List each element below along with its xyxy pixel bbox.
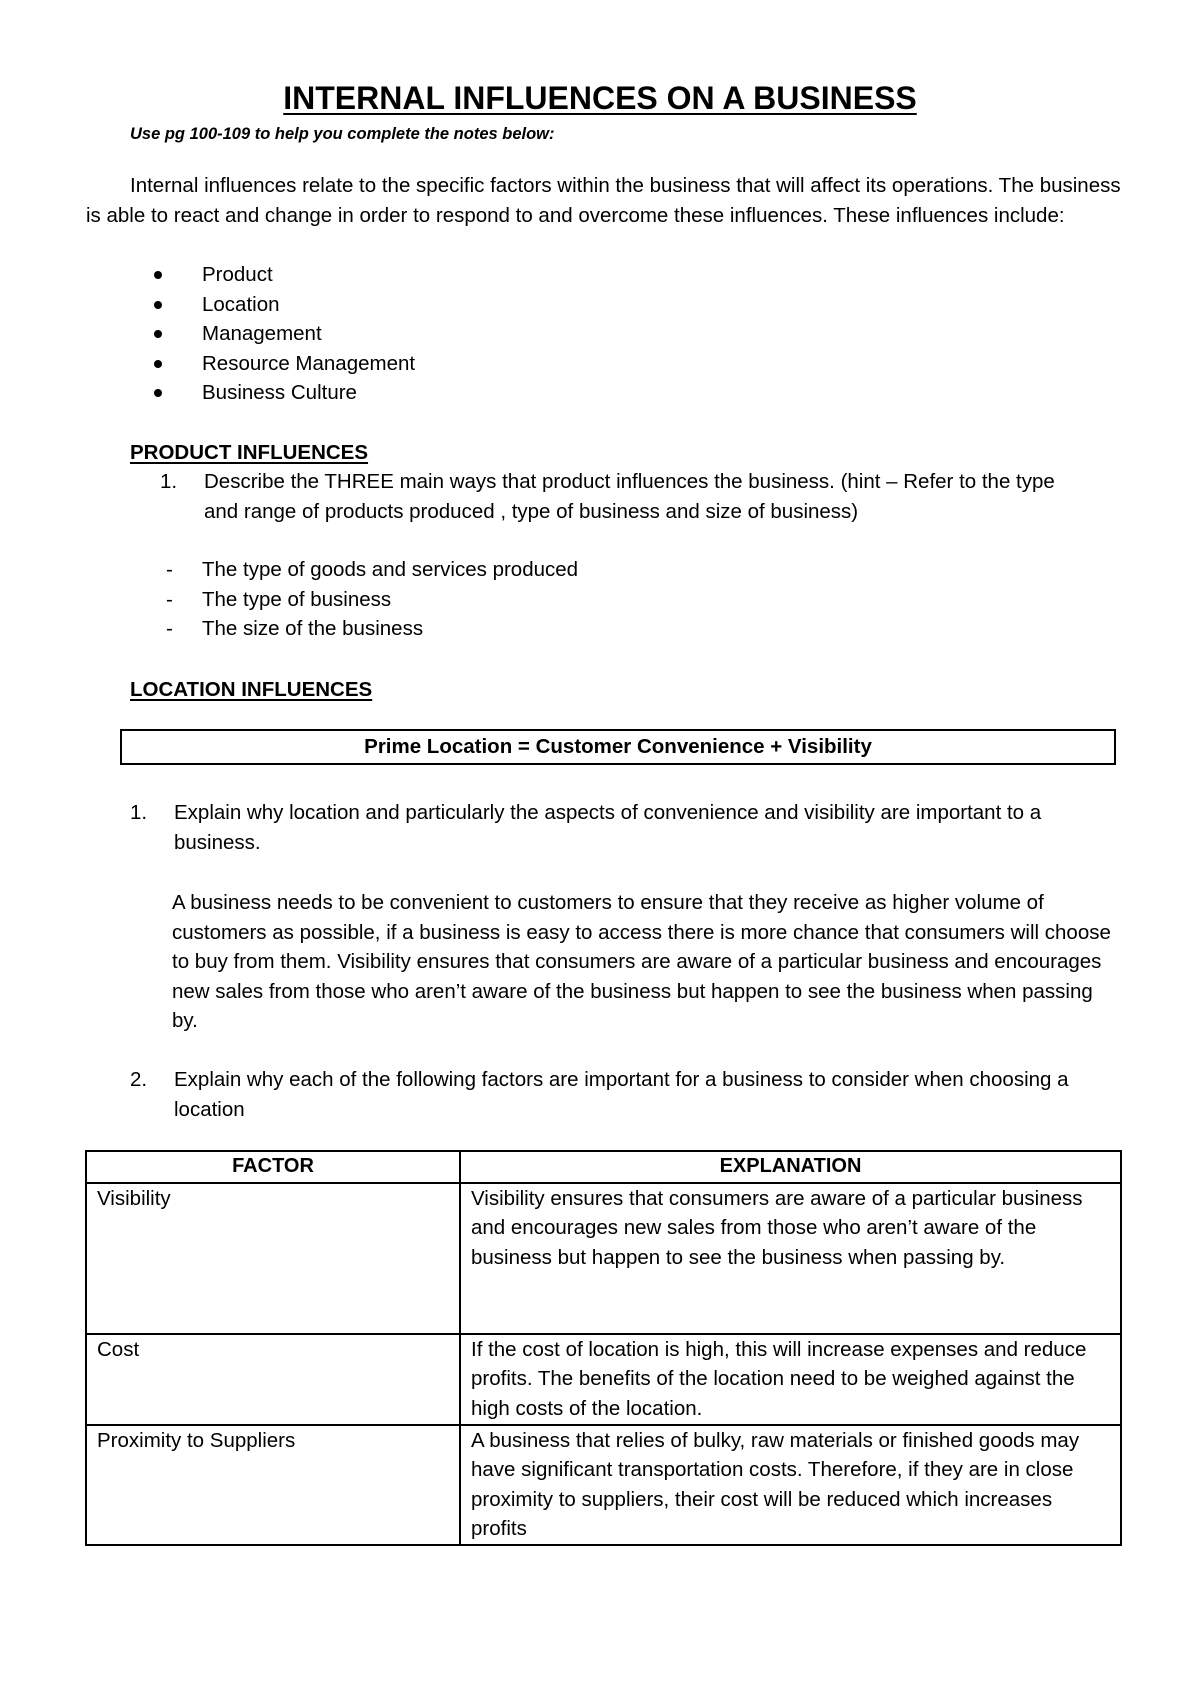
list-item-label: Location: [202, 292, 280, 316]
bullet-icon: [154, 301, 162, 309]
dash-marker: -: [166, 617, 173, 640]
location-influences-heading: LOCATION INFLUENCES: [130, 678, 373, 701]
influences-list: [130, 260, 415, 408]
list-item: [130, 378, 415, 408]
dash-marker: -: [166, 558, 173, 581]
product-answers-list: [130, 555, 578, 644]
location-question-1: [130, 798, 1120, 857]
bullet-icon: [154, 360, 162, 368]
factor-cell: Visibility: [86, 1183, 460, 1334]
table-header-row: [86, 1151, 1121, 1183]
list-item: [130, 260, 415, 290]
list-item: [130, 290, 415, 320]
list-item-label: Product: [202, 263, 273, 286]
explanation-cell: A business that relies of bulky, raw materials or finished goods may have significant transportation costs. Therefore, if they are in close proximity to suppliers, their cost will be reduced which increases profits: [460, 1425, 1121, 1545]
list-item-label: Management: [202, 322, 322, 345]
bullet-icon: [154, 330, 162, 338]
question-text: Explain why location and particularly the aspects of convenience and visibility are important to a business.: [174, 801, 1042, 854]
list-item: [130, 585, 578, 615]
dash-marker: -: [166, 587, 173, 611]
intro-text: Internal influences relate to the specific factors within the business that will affect its operations. The business is able to react and change in order to respond to and overcome these influences. These influences include:: [86, 174, 1121, 227]
table-row: [86, 1425, 1121, 1545]
product-influences-heading: PRODUCT INFLUENCES: [130, 441, 369, 464]
page-title: INTERNAL INFLUENCES ON A BUSINESS: [283, 80, 917, 116]
question-text: Describe the THREE main ways that product influences the business. (hint – Refer to the type and range of products produced , type of business and size of business): [204, 470, 1055, 523]
list-item-label: The type of business: [202, 587, 392, 611]
product-question-1: [160, 467, 1090, 526]
prime-location-formula: Prime Location = Customer Convenience + Visibility: [120, 729, 1116, 765]
instruction-text: Use pg 100-109 to help you complete the notes below:: [130, 125, 555, 143]
question-number: 1.: [130, 801, 148, 824]
bullet-icon: [154, 271, 162, 279]
question-text: Explain why each of the following factors are important for a business to consider when choosing a location: [174, 1068, 1069, 1121]
table-row: [86, 1183, 1121, 1334]
intro-paragraph: [86, 171, 1126, 230]
location-question-2: [130, 1065, 1090, 1124]
factor-cell: Cost: [86, 1334, 460, 1425]
location-answer-1: A business needs to be convenient to customers to ensure that they receive as higher volume of customers as possible, if a business is easy to access there is more chance that consumers will choose to buy from them. Visibility ensures that consumers are aware of a particular business and encourages new sales from those who aren’t aware of the business but happen to see the business when passing by.: [172, 891, 1111, 1032]
explanation-cell: If the cost of location is high, this will increase expenses and reduce profits. The benefits of the location need to be weighed against the high costs of the location.: [460, 1334, 1121, 1425]
list-item-label: Resource Management: [202, 351, 416, 375]
question-number: 2.: [130, 1068, 148, 1091]
list-item-label: Business Culture: [202, 381, 357, 404]
list-item: [130, 614, 578, 644]
list-item: [130, 555, 578, 585]
factor-cell: Proximity to Suppliers: [86, 1425, 460, 1545]
list-item-label: The size of the business: [202, 617, 424, 640]
location-factors-table: [85, 1150, 1122, 1546]
explanation-cell: Visibility ensures that consumers are aware of a particular business and encourages new sales from those who aren’t aware of the business but happen to see the business when passing by.: [460, 1183, 1121, 1334]
list-item: [130, 319, 415, 349]
factor-column-header: FACTOR: [86, 1151, 460, 1183]
explanation-column-header: EXPLANATION: [460, 1151, 1121, 1183]
list-item-label: The type of goods and services produced: [202, 558, 579, 581]
question-number: 1.: [160, 470, 178, 493]
bullet-icon: [154, 389, 162, 397]
list-item: [130, 349, 415, 379]
table-row: [86, 1334, 1121, 1425]
